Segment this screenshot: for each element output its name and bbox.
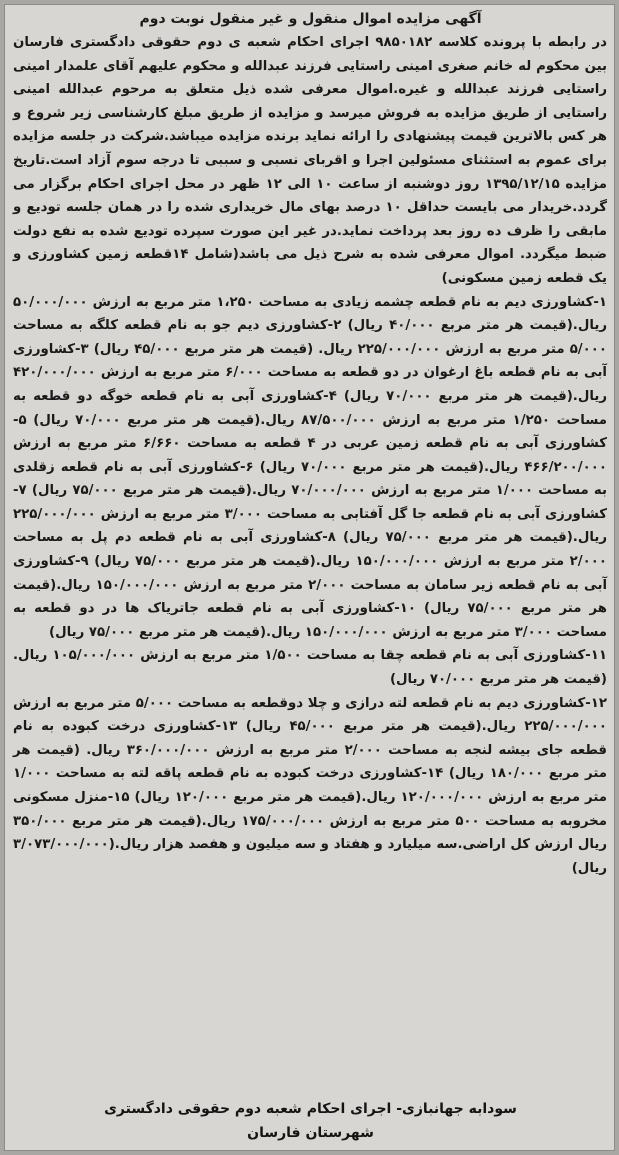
intro-paragraph: در رابطه با پرونده کلاسه ۹۸۵۰۱۸۲ اجرای احکام شعبه ی دوم حقوقی دادگستری فارسان بین محکوم له خانم صغری امینی راستایی فرزند عبدالله و محکوم علیهم آقای علمدار امینی راستایی فرزند عبدالله و غیره.اموال معرفی شده ذیل متعلق به مرحوم عبدالله امینی راستایی از طریق مزایده به فروش میرسد و مزایده از طریق مبلغ کارشناسی زیر شروع و هر کس بالاترین قیمت پیشنهادی را ارائه نماید برنده مزایده میباشد.شرکت در جلسه مزایده برای عموم به استثنای مسئولین اجرا و اقربای نسبی و سببی تا درجه سوم آزاد است.تاریخ مزایده ۱۳۹۵/۱۲/۱۵ روز دوشنبه از ساعت ۱۰ الی ۱۲ ظهر در محل اجرای احکام برگزار می گردد.خریدار می بایست حداقل ۱۰ درصد بهای مال خریداری شده را در همان جلسه تودیع و مابقی را ظرف ده روز بعد پرداخت نماید.در غیر این صورت سپرده تودیع شده به نفع دولت ضبط میگردد. اموال معرفی شده به شرح ذیل می باشد(شامل ۱۴قطعه زمین کشاورزی و یک قطعه زمین مسکونی)	[13, 35, 608, 286]
notice-body	[13, 31, 607, 880]
signature-city: شهرستان فارسان	[247, 1125, 374, 1141]
notice-title: آگهی مزایده اموال منقول و غیر منقول نوبت دوم	[139, 11, 482, 27]
signature-line: سودابه جهانبازی- اجرای احکام شعبه دوم حقوقی دادگستری	[104, 1101, 517, 1117]
items-paragraph-12-15: ۱۲-کشاورزی دیم به نام قطعه لته درازی و چلا دوقطعه به مساحت ۵/۰۰۰ متر مربع به ارزش ۲۲۵/۰۰۰/۰۰۰ ریال.(قیمت هر متر مربع ۴۵/۰۰۰ ریال) ۱۳-کشاورزی درخت کبوده به نام قطعه جای بیشه لنجه به مساحت ۲/۰۰۰ متر مربع به ارزش ۳۶۰/۰۰۰/۰۰۰ ریال. (قیمت هر متر مربع ۱۸۰/۰۰۰ ریال) ۱۴-کشاورزی درخت کبوده به نام قطعه پاقه لته به مساحت ۱/۰۰۰ متر مربع به ارزش ۱۲۰/۰۰۰/۰۰۰ ریال.(قیمت هر متر مربع ۱۲۰/۰۰۰ ریال) ۱۵-منزل مسکونی مخروبه به مساحت ۵۰۰ متر مربع به ارزش ۱۷۵/۰۰۰/۰۰۰ ریال.(قیمت هر متر مربع ۳۵۰/۰۰۰ ریال ارزش کل اراضی.سه میلیارد و هفتاد و سه میلیون و هفصد هزار ریال.(۳/۰۷۳/۰۰۰/۰۰۰ ریال)	[13, 695, 607, 876]
notice-page	[4, 4, 615, 1151]
items-paragraph-1-10: ۱-کشاورزی دیم به نام قطعه چشمه زیادی به مساحت ۱،۲۵۰ متر مربع به ارزش ۵۰/۰۰۰/۰۰۰ ریال.(قیمت هر متر مربع ۴۰/۰۰۰ ریال) ۲-کشاورزی دیم جو به نام قطعه کلگه به مساحت ۵/۰۰۰ متر مربع به ارزش ۲۲۵/۰۰۰/۰۰۰ ریال. (قیمت هر متر مربع ۴۵/۰۰۰ ریال) ۳-کشاورزی آبی به نام قطعه باغ ارغوان در دو قطعه به مساحت ۶/۰۰۰ متر مربع به ارزش ۴۲۰/۰۰۰/۰۰۰ ریال.(قیمت هر متر مربع ۷۰/۰۰۰ ریال) ۴-کشاورزی آبی به نام قطعه خوگه دو قطعه به مساحت ۱/۲۵۰ متر مربع به ارزش ۸۷/۵۰۰/۰۰۰ ریال.(قیمت هر متر مربع ۷۰/۰۰۰ ریال) ۵-کشاورزی آبی به نام قطعه زمین عربی در ۴ قطعه به مساحت ۶/۶۶۰ متر مربع به ارزش ۴۶۶/۲۰۰/۰۰۰ ریال.(قیمت هر متر مربع ۷۰/۰۰۰ ریال) ۶-کشاورزی آبی به نام قطعه زقلدی به مساحت ۱/۰۰۰ متر مربع به ارزش ۷۰/۰۰۰/۰۰۰ ریال.(قیمت هر متر مربع ۷۵/۰۰۰ ریال) ۷-کشاورزی آبی به نام قطعه جا گل آفتابی به مساحت ۳/۰۰۰ متر مربع به ارزش ۲۲۵/۰۰۰/۰۰۰ ریال.(قیمت هر متر مربع ۷۵/۰۰۰ ریال) ۸-کشاورزی آبی به نام قطعه دم پل به مساحت ۲/۰۰۰ متر مربع به ارزش ۱۵۰/۰۰۰/۰۰۰ ریال.(قیمت هر متر مربع ۷۵/۰۰۰ ریال) ۹-کشاورزی آبی به نام قطعه زیر سامان به مساحت ۲/۰۰۰ متر مربع به ارزش ۱۵۰/۰۰۰/۰۰۰ ریال.(قیمت هر متر مربع ۷۵/۰۰۰ ریال) ۱۰-کشاورزی آبی به نام قطعه جاتریاک ها در دو قطعه به مساحت ۳/۰۰۰ متر مربع به ارزش ۱۵۰/۰۰۰/۰۰۰ ریال.(قیمت هر متر مربع ۷۵/۰۰۰ ریال)	[13, 294, 608, 640]
item-paragraph-11: ۱۱-کشاورزی آبی به نام قطعه چقا به مساحت ۱/۵۰۰ متر مربع به ارزش ۱۰۵/۰۰۰/۰۰۰ ریال.(قیمت هر متر مربع ۷۰/۰۰۰ ریال)	[13, 648, 607, 688]
